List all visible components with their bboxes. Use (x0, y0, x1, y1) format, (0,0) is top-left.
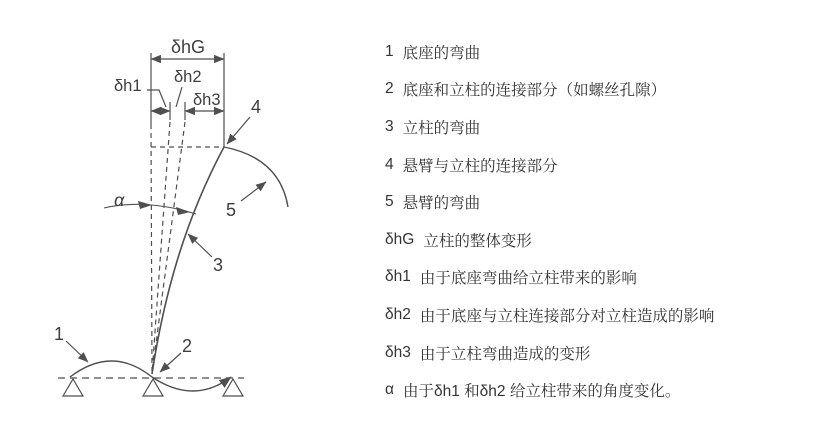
label-1: 1 (53, 324, 65, 344)
legend-text: 立柱的弯曲 (402, 119, 481, 137)
legend-key: 2 (385, 80, 394, 98)
legend-item-dh1 (385, 259, 815, 297)
legend-key: 3 (385, 117, 394, 135)
legend-item-5 (385, 183, 815, 221)
label-dh3: δh3 (193, 91, 221, 109)
alpha-arrowhead-left (138, 201, 152, 209)
legend-text: 悬臂的弯曲 (402, 195, 481, 213)
label-2: 2 (181, 336, 193, 356)
axis-tilt-dh2 (152, 122, 185, 374)
legend-item-3 (385, 108, 815, 146)
legend-item-dh2 (385, 296, 815, 334)
base-bend-dip (152, 377, 231, 391)
legend-key: δh2 (385, 305, 411, 323)
label-dh2: δh2 (174, 68, 202, 86)
legend-key: α (385, 381, 394, 399)
legend-item-1 (385, 33, 815, 71)
label-5: 5 (225, 200, 237, 220)
callout-arrow-1 (66, 341, 88, 362)
legend-key: δh1 (385, 268, 411, 286)
support-triangle-left (63, 379, 83, 396)
legend-text: 底座和立柱的连接部分（如螺丝孔隙） (402, 82, 667, 100)
base-bend-hump (70, 361, 152, 377)
legend-key: δhG (385, 230, 415, 248)
callout-arrow-5 (241, 182, 266, 201)
base-assembly (58, 361, 244, 396)
axis-tilt-dh1 (152, 122, 170, 374)
callout-arrow-4 (227, 117, 250, 144)
callout-arrow-3 (188, 234, 212, 257)
label-3: 3 (212, 255, 224, 275)
legend-item-dh3 (385, 334, 815, 372)
legend-text: 由于底座弯曲给立柱带来的影响 (419, 270, 637, 288)
column-deformation-diagram (0, 0, 340, 438)
legend-text: 悬臂与立柱的连接部分 (402, 157, 558, 175)
label-4: 4 (250, 97, 262, 117)
legend-key: 4 (385, 155, 394, 173)
legend-text: 由于立柱弯曲造成的变形 (419, 345, 591, 363)
leader-dh2 (176, 87, 182, 107)
legend-item-alpha (385, 371, 815, 409)
support-triangle-right (223, 379, 243, 396)
cantilever-bend-curve (224, 147, 288, 207)
legend-list (385, 33, 815, 409)
label-dh1: δh1 (114, 77, 142, 95)
legend-key: δh3 (385, 343, 411, 361)
legend-key: 1 (385, 42, 394, 60)
label-dhG: δhG (170, 37, 206, 57)
callout-arrows (66, 117, 266, 372)
legend-item-2 (385, 71, 815, 109)
diagram-canvas (0, 0, 340, 438)
callout-arrow-2 (160, 353, 181, 372)
legend-key: 5 (385, 193, 394, 211)
legend-text: 由于底座与立柱连接部分对立柱造成的影响 (419, 307, 715, 325)
legend-item-dhG (385, 221, 815, 259)
leader-dh1 (147, 90, 166, 107)
legend-text: 立柱的整体变形 (423, 232, 532, 250)
legend-item-4 (385, 146, 815, 184)
legend-text: 底座的弯曲 (402, 44, 481, 62)
label-alpha: α (114, 190, 125, 210)
axis-original (151, 124, 152, 374)
legend-text: 由于δh1 和δh2 给立柱带来的角度变化。 (402, 383, 681, 401)
